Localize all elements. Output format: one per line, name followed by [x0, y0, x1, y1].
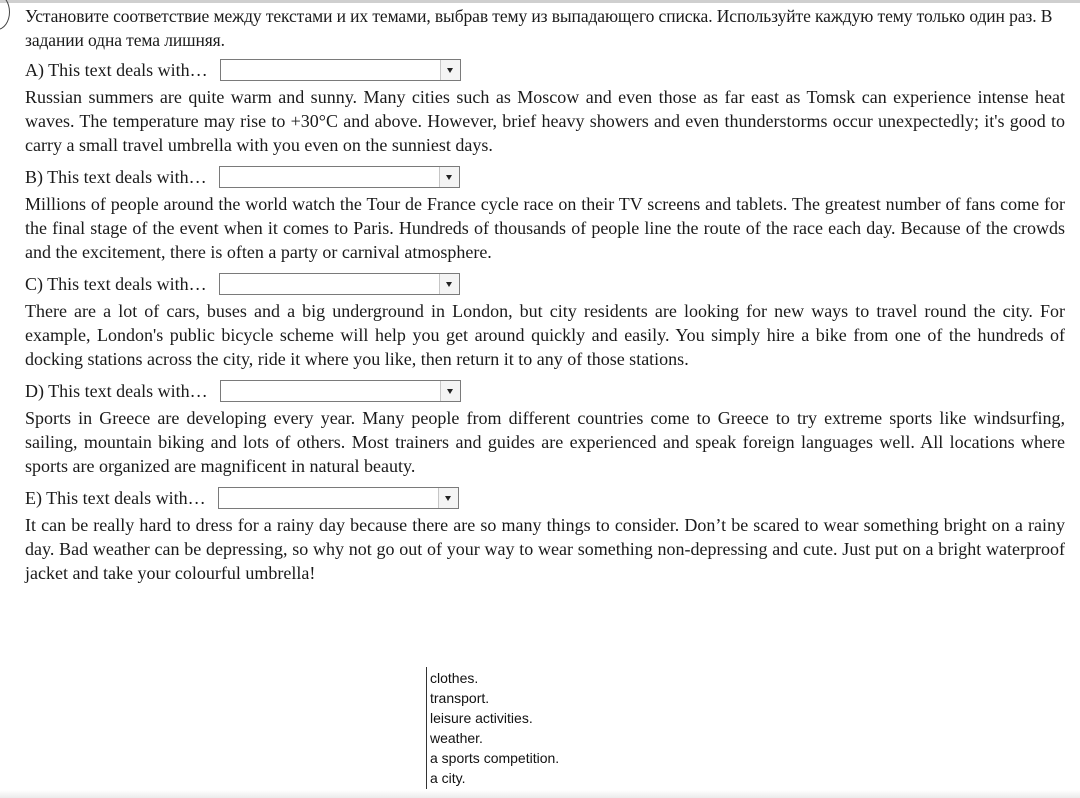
passage-text: It can be really hard to dress for a rainy day because there are so many things to consider. Don’t be scared to wear something bright on a rainy day. Bad weather can be depressing, so why not go out of your way to wear something non-depressing and cute. Just put on a bright waterproof jacket and take your colourful umbrella! — [25, 515, 1065, 583]
topic-select[interactable] — [219, 166, 460, 188]
option-item[interactable]: weather. — [430, 730, 483, 746]
passage-text: There are a lot of cars, buses and a big underground in London, but city residents are looking for new ways to travel round the city. For example, London's public bicycle scheme will help you get around quickly and easily. You simply hire a bike from one of the hundreds of docking stations across the city, ride it where you like, then return it to any of those stations. — [25, 301, 1065, 369]
top-divider — [0, 0, 1080, 3]
item-d — [25, 376, 1065, 478]
dropdown-button[interactable] — [440, 60, 460, 80]
option-item[interactable]: a city. — [430, 770, 466, 786]
topic-select[interactable] — [220, 59, 461, 81]
chevron-down-icon — [446, 282, 452, 287]
matching-task — [25, 4, 1065, 590]
chevron-down-icon — [446, 175, 452, 180]
question-row — [25, 55, 1065, 85]
passage-text: Russian summers are quite warm and sunny. Many cities such as Moscow and even those as far east as Tomsk can experience intense heat waves. The temperature may rise to +30°C and above. However, brief heavy showers and even thunderstorms occur unexpectedly; it's good to carry a small travel umbrella with you even on the sunniest days. — [25, 87, 1065, 155]
topic-options-list — [426, 667, 559, 789]
dropdown-button[interactable] — [438, 488, 458, 508]
chevron-down-icon — [447, 68, 453, 73]
question-label: B) This text deals with… — [25, 166, 207, 187]
dropdown-button[interactable] — [439, 167, 459, 187]
passage-text: Millions of people around the world watch the Tour de France cycle race on their TV screens and tablets. The greatest number of fans come for the final stage of the event when it comes to Paris. Hundreds of thousands of people line the route of the race each day. Because of the crowds and the excitement, there is often a party or carnival atmosphere. — [25, 194, 1065, 262]
question-label: A) This text deals with… — [25, 59, 208, 80]
item-e — [25, 483, 1065, 585]
item-c — [25, 269, 1065, 371]
item-b — [25, 162, 1065, 264]
chevron-down-icon — [445, 496, 451, 501]
option-item[interactable]: leisure activities. — [430, 710, 533, 726]
passage-text: Sports in Greece are developing every year. Many people from different countries come to Greece to try extreme sports like windsurfing, sailing, mountain biking and lots of others. Most trainers and guides are experienced and speak foreign languages well. All locations where sports are organized are magnificent in natural beauty. — [25, 408, 1065, 476]
question-row — [25, 483, 1065, 513]
question-number-circle — [0, 0, 10, 30]
topic-select[interactable] — [218, 487, 459, 509]
chevron-down-icon — [447, 389, 453, 394]
question-row — [25, 269, 1065, 299]
question-row — [25, 162, 1065, 192]
item-a — [25, 55, 1065, 157]
task-instruction: Установите соответствие между текстами и их темами, выбрав тему из выпадающего списка. Используйте каждую тему только один раз. В задании одна тема лишняя. — [25, 6, 1053, 50]
option-item[interactable]: a sports competition. — [430, 750, 560, 766]
dropdown-button[interactable] — [439, 274, 459, 294]
question-label: E) This text deals with… — [25, 487, 206, 508]
question-label: C) This text deals with… — [25, 273, 207, 294]
bottom-edge — [0, 790, 1080, 798]
topic-select[interactable] — [220, 380, 461, 402]
dropdown-button[interactable] — [440, 381, 460, 401]
question-label: D) This text deals with… — [25, 380, 208, 401]
topic-select[interactable] — [219, 273, 460, 295]
question-row — [25, 376, 1065, 406]
option-item[interactable]: clothes. — [430, 670, 479, 686]
option-item[interactable]: transport. — [430, 690, 490, 706]
